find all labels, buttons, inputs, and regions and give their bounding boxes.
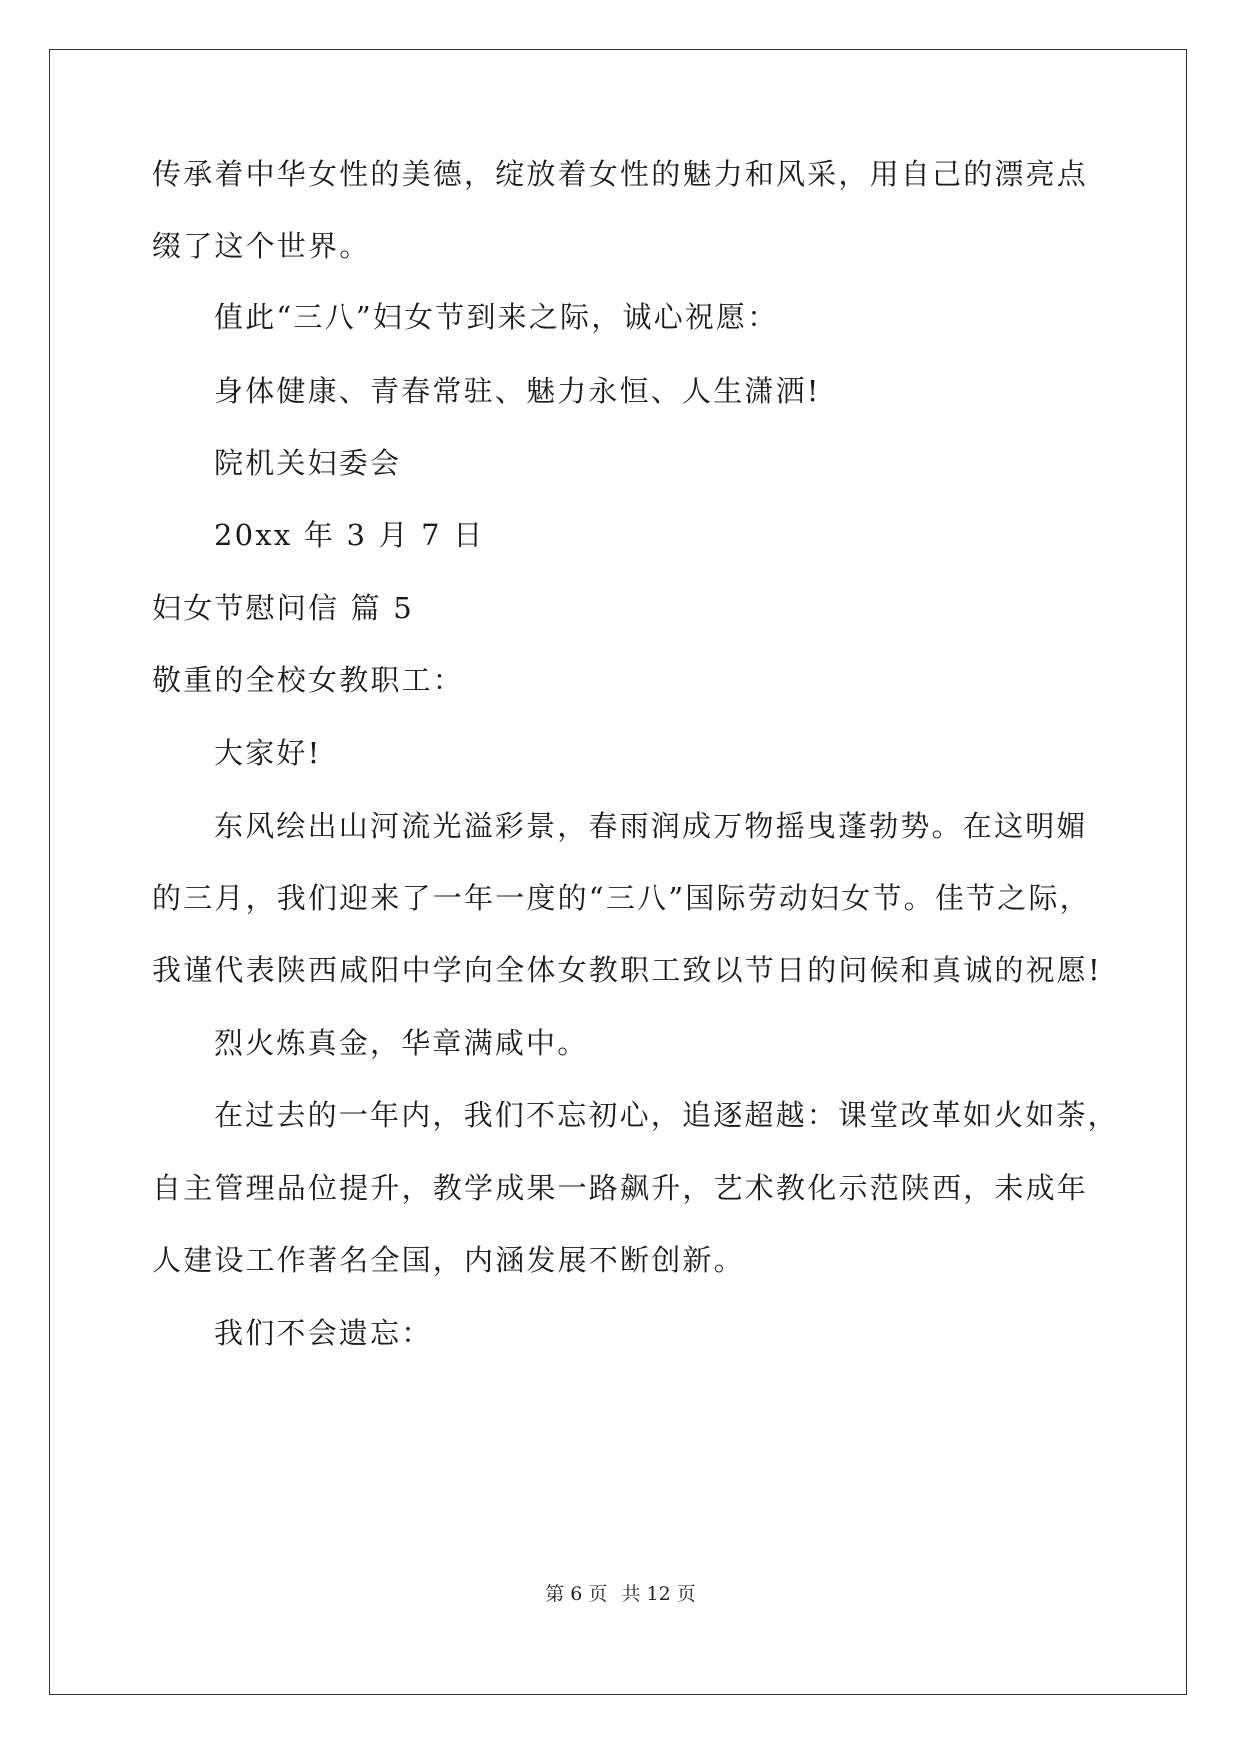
- page-border: [49, 49, 1187, 1695]
- page-total: 共 12 页: [621, 1583, 696, 1605]
- greeting-wish-line: 值此“三八”妇女节到来之际，诚心祝愿：: [214, 300, 779, 334]
- body-line-2: 缀了这个世界。: [152, 229, 371, 263]
- greeting: 大家好!: [214, 736, 322, 770]
- body-line-15: 自主管理品位提升，教学成果一路飙升，艺术教化示范陕西，未成年: [152, 1171, 1089, 1205]
- body-line-13: 烈火炼真金，华章满咸中。: [214, 1026, 589, 1060]
- body-line-12: 我谨代表陕西咸阳中学向全体女教职工致以节日的问候和真诚的祝愿!: [152, 953, 1102, 987]
- page-number: 第 6 页: [545, 1583, 608, 1605]
- salutation: 敬重的全校女教职工：: [152, 663, 465, 697]
- wish-text: 身体健康、青春常驻、魅力永恒、人生潇洒!: [214, 374, 821, 408]
- body-line-10: 东风绘出山河流光溢彩景，春雨润成万物摇曳蓬勃势。在这明媚: [214, 809, 1088, 843]
- page-footer: [0, 1582, 1241, 1606]
- body-line-14: 在过去的一年内，我们不忘初心，追逐超越：课堂改革如火如荼，: [214, 1098, 1119, 1132]
- body-line-11: 的三月，我们迎来了一年一度的“三八”国际劳动妇女节。佳节之际，: [152, 881, 1091, 915]
- signature-org: 院机关妇委会: [214, 446, 402, 480]
- signature-date: 20xx 年 3 月 7 日: [214, 518, 485, 552]
- section-heading: 妇女节慰问信 篇 5: [152, 591, 414, 625]
- body-line-16: 人建设工作著名全国，内涵发展不断创新。: [152, 1243, 745, 1277]
- body-line-17: 我们不会遗忘：: [214, 1316, 433, 1350]
- body-line-1: 传承着中华女性的美德，绽放着女性的魅力和风采，用自己的漂亮点: [152, 157, 1089, 191]
